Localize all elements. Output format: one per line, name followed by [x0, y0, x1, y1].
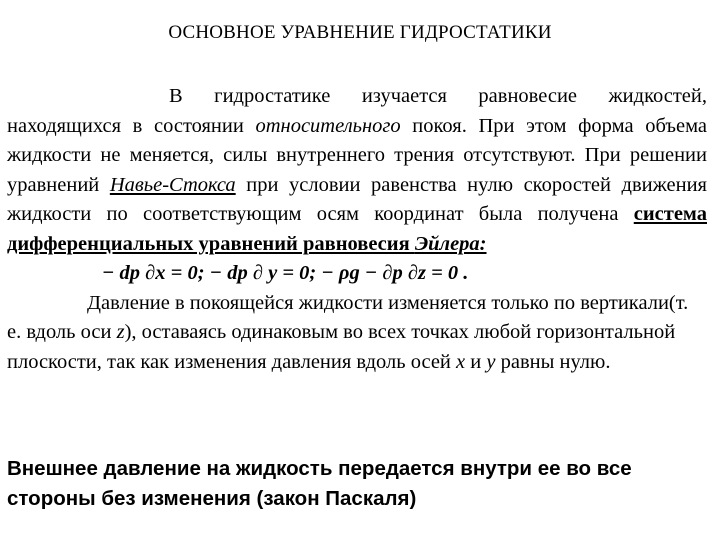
axis-z: z [116, 321, 125, 343]
slide-body [7, 82, 707, 377]
axis-x: х [456, 350, 466, 373]
pressure-and: и [465, 350, 487, 373]
axis-y: у [486, 350, 496, 373]
pressure-paragraph [7, 289, 707, 378]
intro-text-3: при условии равенства нулю скоростей движения жидкости по соответствующим осям координат была получена [7, 173, 707, 225]
euler-equations: − dp ∂x = 0; − dp ∂ y = 0; − ρg − ∂p ∂z = 0 . [102, 262, 469, 284]
intro-text-2: покоя. При этом форма объема жидкости не меняется, силы внутреннего трения отсутствуют. При решении уравнений [7, 114, 707, 196]
pressure-text-2: ), оставаясь одинаковым во всех точках любой горизонтальной плоскости, так как изменения давления вдоль осей [7, 321, 676, 373]
intro-text-1: В гидростатике изучается равновесие жидкостей, находящихся в состоянии [7, 85, 707, 137]
pressure-text-3: равны нулю. [495, 350, 611, 373]
navier-stokes-link[interactable]: Навье-Стокса [109, 173, 236, 196]
slide-title: ОСНОВНОЕ УРАВНЕНИЕ ГИДРОСТАТИКИ [168, 22, 552, 43]
euler-name: Эйлера: [414, 232, 487, 255]
euler-system-term: система дифференциальных уравнений равновесия [7, 203, 707, 255]
relative-term: относительного [255, 114, 401, 137]
intro-paragraph [7, 82, 707, 259]
pressure-text-1: Давление в покоящейся жидкости изменяется только по вертикали(т. е. вдоль оси [7, 291, 689, 343]
pascal-law-statement: Внешнее давление на жидкость передается внутри ее во все стороны без изменения (закон Паскаля) [7, 457, 632, 510]
